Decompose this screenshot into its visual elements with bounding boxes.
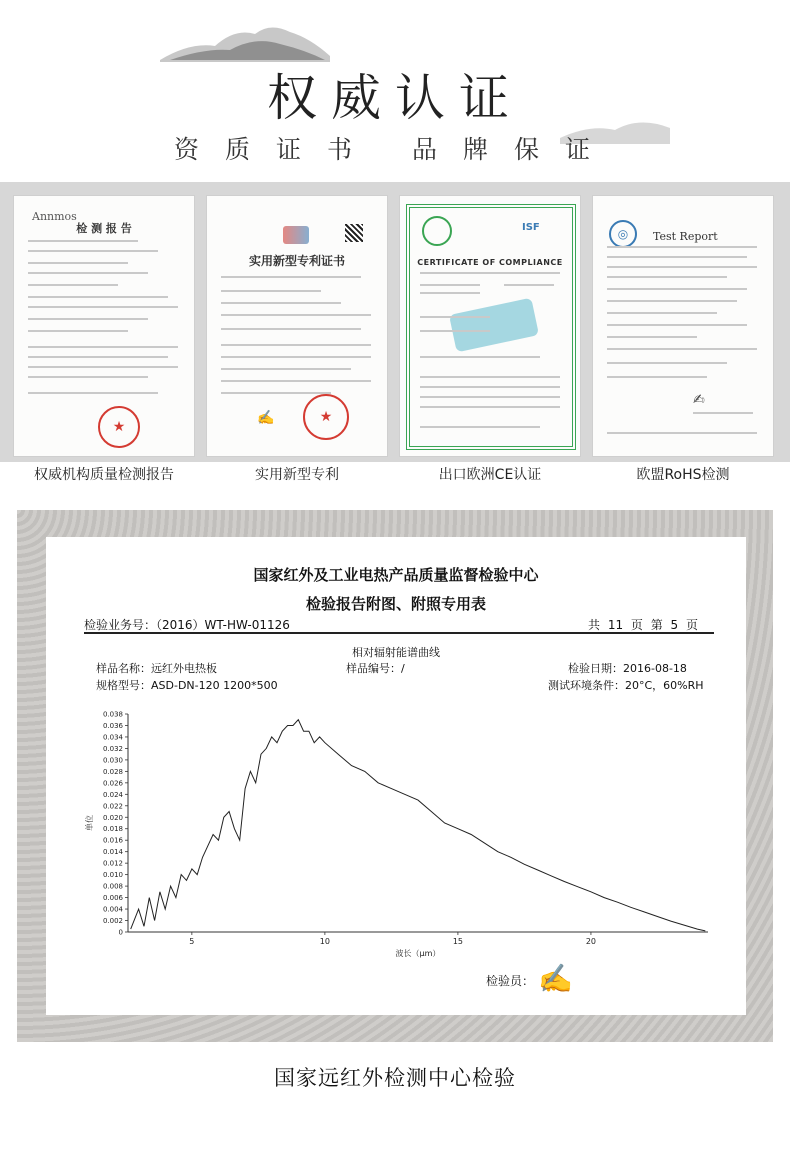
sample-model: 规格型号：ASD-DN-120 1200*500 bbox=[96, 679, 278, 692]
eu-stars-icon bbox=[422, 216, 452, 246]
spectrum-chart bbox=[80, 700, 720, 960]
seal-icon: ★ bbox=[303, 394, 349, 440]
x-tick-label: 20 bbox=[585, 937, 597, 946]
certificate-quality-report[interactable] bbox=[13, 195, 195, 457]
y-tick-label: 0.020 bbox=[102, 813, 123, 822]
report-subtitle: 检验报告附图、附照专用表 bbox=[305, 595, 486, 613]
certificate-caption: 欧盟RoHS检测 bbox=[636, 467, 730, 483]
y-tick-label: 0.004 bbox=[102, 905, 123, 914]
y-tick-label: 0.036 bbox=[102, 721, 123, 730]
sample-name: 样品名称：远红外电热板 bbox=[96, 662, 217, 675]
y-tick-label: 0.002 bbox=[102, 917, 123, 926]
x-tick-label: 5 bbox=[189, 937, 195, 946]
y-tick-label: 0.008 bbox=[102, 882, 123, 891]
y-tick-label: 0.010 bbox=[102, 871, 123, 880]
y-tick-label: 0.028 bbox=[102, 767, 123, 776]
patent-logo-icon bbox=[283, 226, 309, 244]
certificate-heading: CERTIFICATE OF COMPLIANCE bbox=[417, 258, 563, 267]
x-axis-label: 波长（μm） bbox=[395, 949, 441, 958]
test-environment: 测试环境条件：20°C，60%RH bbox=[548, 679, 704, 692]
inspector-signature-icon: ✍ bbox=[538, 962, 573, 995]
page-title: 权威认证 bbox=[267, 69, 523, 127]
y-tick-label: 0.026 bbox=[102, 779, 123, 788]
isf-logo-icon: ISF bbox=[522, 222, 540, 233]
annmos-logo: Annmos bbox=[32, 210, 77, 223]
certificate-heading: 实用新型专利证书 bbox=[248, 254, 345, 268]
y-tick-label: 0 bbox=[118, 928, 123, 937]
y-tick-label: 0.032 bbox=[102, 744, 123, 753]
y-tick-label: 0.016 bbox=[102, 836, 123, 845]
certificate-caption: 出口欧洲CE认证 bbox=[438, 467, 542, 483]
test-date: 检验日期：2016-08-18 bbox=[568, 662, 687, 675]
y-tick-label: 0.012 bbox=[102, 859, 123, 868]
seal-icon: ★ bbox=[98, 406, 140, 448]
signature-icon: ✍ bbox=[693, 392, 705, 408]
y-axis-label: 单位 bbox=[85, 815, 94, 831]
signature-icon: ✍ bbox=[257, 410, 275, 426]
page-subtitle: 资质证书 品牌保证 bbox=[174, 135, 616, 164]
spectrum-line bbox=[131, 720, 706, 931]
certificate-rohs[interactable] bbox=[592, 195, 774, 457]
certificate-utility-patent[interactable] bbox=[206, 195, 388, 457]
report-business-no: 检验业务号：（2016）WT-HW-01126 bbox=[84, 618, 290, 632]
y-tick-label: 0.022 bbox=[102, 802, 123, 811]
y-tick-label: 0.038 bbox=[102, 710, 123, 719]
report-divider bbox=[84, 632, 714, 634]
y-tick-label: 0.034 bbox=[102, 733, 123, 742]
x-tick-label: 15 bbox=[452, 937, 464, 946]
chart-title: 相对辐射能谱曲线 bbox=[352, 646, 440, 659]
test-lab-logo-icon: ◎ bbox=[609, 220, 637, 248]
y-tick-label: 0.018 bbox=[102, 825, 123, 834]
y-tick-label: 0.030 bbox=[102, 756, 123, 765]
certificate-heading: Test Report bbox=[653, 230, 718, 243]
certificate-caption: 实用新型专利 bbox=[255, 467, 339, 483]
mountain-ink-icon bbox=[160, 20, 330, 62]
y-tick-label: 0.024 bbox=[102, 790, 123, 799]
certificate-heading: 检 测 报 告 bbox=[76, 222, 132, 235]
y-tick-label: 0.006 bbox=[102, 894, 123, 903]
report-title: 国家红外及工业电热产品质量监督检验中心 bbox=[253, 566, 539, 584]
sample-no: 样品编号：/ bbox=[346, 662, 405, 675]
x-tick-label: 10 bbox=[319, 937, 330, 946]
inspector-label: 检验员： bbox=[486, 974, 535, 988]
y-tick-label: 0.014 bbox=[102, 848, 123, 857]
certificate-ce[interactable] bbox=[399, 195, 581, 457]
report-page-info: 共 11 页 第 5 页 bbox=[588, 618, 698, 632]
certificate-caption: 权威机构质量检测报告 bbox=[34, 467, 174, 483]
qr-code-icon bbox=[345, 224, 363, 242]
bottom-caption: 国家远红外检测中心检验 bbox=[274, 1066, 516, 1090]
